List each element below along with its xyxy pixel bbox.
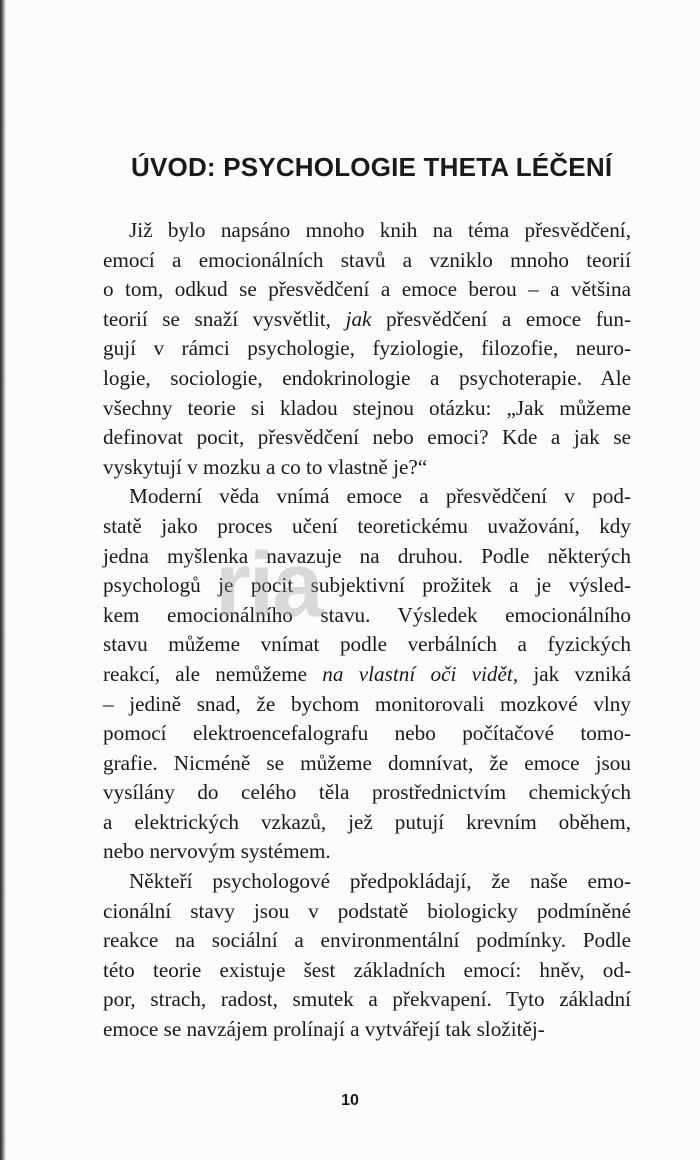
text-line xyxy=(103,453,631,483)
text-segment: , jak vzniká xyxy=(512,661,631,686)
text-line xyxy=(103,1015,631,1045)
text-line xyxy=(103,630,631,660)
page-edge-shadow xyxy=(0,0,6,1160)
chapter-title: ÚVOD: PSYCHOLOGIE THETA LÉČENÍ xyxy=(131,152,613,182)
text-line xyxy=(103,837,631,867)
text-line xyxy=(103,749,631,779)
text-line xyxy=(103,542,631,572)
text-segment: stavu můžeme vnímat podle verbálních a fyzických xyxy=(103,632,631,657)
text-segment: emocí a emocionálních stavů a vzniklo mnoho teorií xyxy=(103,247,631,272)
text-line xyxy=(103,778,631,808)
page-number: 10 xyxy=(341,1092,359,1109)
text-line xyxy=(103,719,631,749)
text-segment: definovat pocit, přesvědčení nebo emoci? Kde a jak se xyxy=(103,425,631,450)
text-segment: vyskytují v mozku a co to vlastně je?“ xyxy=(103,454,428,479)
text-segment: – jedině snad, že bychom monitorovali mozkové vlny xyxy=(103,691,631,716)
text-line xyxy=(103,364,631,394)
text-segment: vysílány do celého těla prostřednictvím chemických xyxy=(103,780,631,805)
text-line xyxy=(103,808,631,838)
text-line xyxy=(103,305,631,335)
text-line xyxy=(103,482,631,512)
text-segment: gují v rámci psychologie, fyziologie, filozofie, neuro- xyxy=(103,336,631,361)
text-segment: kem emocionálního stavu. Výsledek emocionálního xyxy=(103,602,631,627)
body-text xyxy=(103,216,631,1045)
paragraph xyxy=(103,867,631,1045)
text-line xyxy=(103,601,631,631)
text-line xyxy=(103,512,631,542)
paragraph xyxy=(103,216,631,482)
text-segment: psychologů je pocit subjektivní prožitek a je výsled- xyxy=(103,573,631,598)
paragraph xyxy=(103,482,631,867)
text-segment: Někteří psychologové předpokládají, že naše emo- xyxy=(129,869,631,894)
text-line xyxy=(103,275,631,305)
text-segment: grafie. Nicméně se můžeme domnívat, že emoce jsou xyxy=(103,750,631,775)
watermark: ria xyxy=(215,534,322,636)
text-line xyxy=(103,334,631,364)
text-line xyxy=(103,246,631,276)
text-segment: Již bylo napsáno mnoho knih na téma přesvědčení, xyxy=(129,218,631,242)
text-segment: statě jako proces učení teoretickému uvažování, kdy xyxy=(103,513,631,538)
text-segment: a elektrických vzkazů, jež putují krevním oběhem, xyxy=(103,809,631,834)
text-line xyxy=(103,690,631,720)
text-segment: por, strach, radost, smutek a překvapení. Tyto základní xyxy=(103,987,631,1012)
text-segment: pomocí elektroencefalografu nebo počítačové tomo- xyxy=(103,721,631,746)
text-line xyxy=(103,660,631,690)
text-segment: logie, sociologie, endokrinologie a psychoterapie. Ale xyxy=(103,365,631,390)
text-line xyxy=(103,897,631,927)
text-line xyxy=(103,926,631,956)
text-line xyxy=(103,867,631,897)
text-segment: reakcí, ale nemůžeme xyxy=(103,661,323,686)
text-segment: přesvědčení a emoce fun- xyxy=(371,306,632,331)
text-segment: této teorie existuje šest základních emocí: hněv, od- xyxy=(103,957,631,982)
italic-text: na vlastní oči vidět xyxy=(322,661,513,686)
text-segment: nebo nervovým systémem. xyxy=(103,839,331,864)
text-line xyxy=(103,394,631,424)
italic-text: jak xyxy=(345,306,372,331)
text-line xyxy=(103,985,631,1015)
text-line xyxy=(103,956,631,986)
text-segment: teorií se snaží vysvětlit, xyxy=(103,306,346,331)
text-segment: cionální stavy jsou v podstatě biologicky podmíněné xyxy=(103,898,631,923)
text-segment: Moderní věda vnímá emoce a přesvědčení v pod- xyxy=(129,484,631,509)
text-segment: emoce se navzájem prolínají a vytvářejí tak složitěj- xyxy=(103,1017,545,1042)
text-segment: o tom, odkud se přesvědčení a emoce berou – a většina xyxy=(103,277,631,302)
text-segment: všechny teorie si kladou stejnou otázku: „Jak můžeme xyxy=(103,395,631,420)
text-segment: reakce na sociální a environmentální podmínky. Podle xyxy=(103,928,631,953)
text-line xyxy=(103,216,631,246)
text-line xyxy=(103,571,631,601)
text-line xyxy=(103,423,631,453)
text-segment: jedna myšlenka navazuje na druhou. Podle některých xyxy=(103,543,631,568)
